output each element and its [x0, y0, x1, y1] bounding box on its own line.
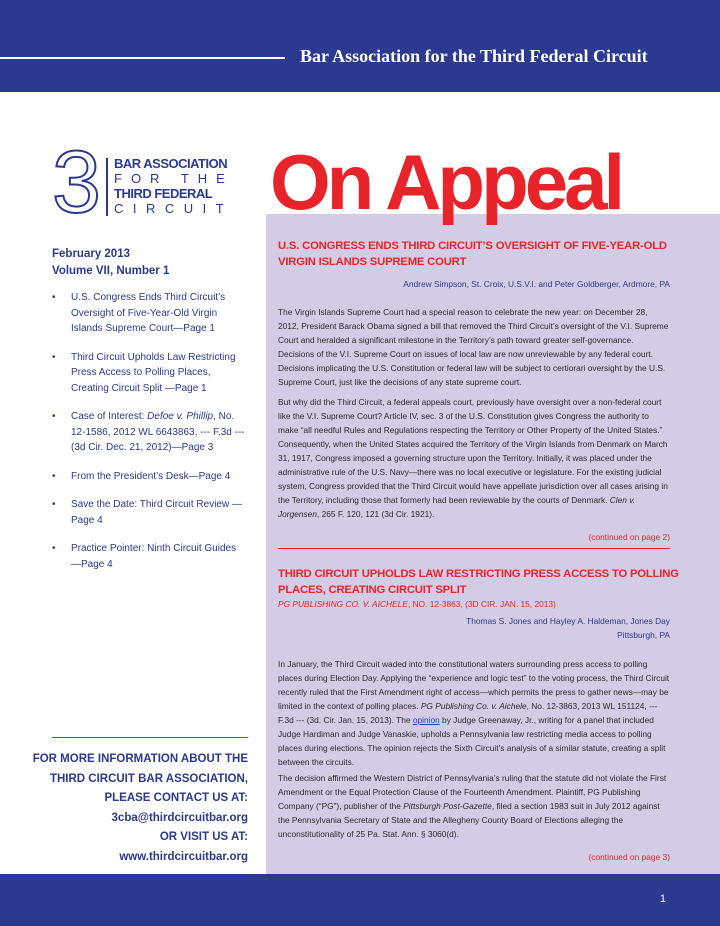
bullet-icon: •	[52, 351, 56, 363]
sidebar-rule	[52, 737, 248, 738]
contact-website-link[interactable]: www.thirdcircuitbar.org	[119, 850, 248, 863]
article-2-case-name: PG PUBLISHING CO. V. AICHELE	[278, 599, 408, 609]
article-2-paragraph-1	[278, 657, 670, 769]
bullet-icon: •	[52, 543, 56, 554]
article-divider	[278, 548, 670, 549]
article-1-paragraph-1: The Virgin Islands Supreme Court had a special reason to celebrate the new year: on December 28, 2012, President Barack Obama signed a bill that removed the Third Circuit’s oversight of the V.I. Supreme Court and heralded a significant milestone in the Territory’s path toward greater self-governance. Decisions of the V.I. Supreme Court on issues of local law are now unreviewable by any federal court. Decisions implicating the U.S. Constitution or federal law will be subject to certiorari oversight by the U.S. Supreme Court, just like the decisions of any state supreme court.	[278, 307, 669, 387]
toc-item-text: , No. 12-1586, 2012 WL 6643863, --- F.3d --- (3d Cir. Dec. 21, 2012)—Page 3	[71, 411, 245, 453]
masthead-title: On Appeal	[270, 138, 622, 226]
logo-line-3: THIRD FEDERAL	[114, 186, 213, 201]
toc-item-text: Practice Pointer: Ninth Circuit Guides —Page 4	[71, 543, 237, 570]
toc-item-text: Case of Interest:	[71, 411, 148, 422]
article-1-paragraph-2	[278, 395, 670, 521]
opinion-link[interactable]: opinion	[412, 715, 440, 725]
contact-info	[30, 750, 248, 867]
toc-item-text: U.S. Congress Ends Third Circuit’s Oversight of Five-Year-Old Virgin Islands Supreme Court—Page 1	[71, 292, 226, 334]
table-of-contents	[52, 290, 248, 585]
header-rule	[0, 57, 285, 59]
contact-email-link[interactable]: 3cba@thirdcircuitbar.org	[111, 811, 248, 824]
toc-item[interactable]	[52, 469, 248, 485]
toc-item[interactable]	[52, 497, 248, 528]
contact-line-5: OR VISIT US AT:	[159, 831, 248, 843]
article-2-p2-citation: Pittsburgh Post-Gazette	[403, 801, 492, 811]
article-2-case-citation: , NO. 12-3863, (3D CIR. JAN. 15, 2013)	[407, 599, 556, 609]
article-1-title: U.S. CONGRESS ENDS THIRD CIRCUIT’S OVERSIGHT OF FIVE-YEAR-OLD VIRGIN ISLANDS SUPREME COURT	[278, 240, 667, 268]
issue-date: February 2013	[52, 248, 130, 260]
article-1-continued-link[interactable]: (continued on page 2)	[588, 532, 670, 542]
article-2-p2-text-b: , filed a section 1983 suit in July 2012 against the Pennsylvania Secretary of State and the Allegheny County Board of Elections alleging the unconstitutionality of 25 Pa. Stat. Ann. § 3060(d).	[278, 801, 660, 839]
toc-item-text: Third Circuit Upholds Law Restricting Press Access to Polling Places, Creating Circuit Split —Page 1	[71, 351, 236, 394]
toc-item[interactable]	[52, 350, 248, 397]
logo-line-2: FOR THE	[114, 171, 234, 186]
article-2-p1-text-a: In January, the Third Circuit waded into the constitutional waters surrounding press access to polling places during Election Day. Applying the “experience and logic test” to the voting process, the Third Circuit recently ruled that the First Amendment right of access—which permits the press to gather news—may be limited in the context of polling places.	[278, 659, 670, 711]
article-2-paragraph-2	[278, 771, 670, 841]
issue-volume: Volume VII, Number 1	[52, 265, 170, 277]
toc-item[interactable]	[52, 409, 248, 456]
article-1-paragraph-2-text: But why did the Third Circuit, a federal appeals court, previously have oversight over a non-federal court like the V.I. Supreme Court? Article IV, sec. 3 of the U.S. Constitution gives Congress the authority to make “all needful Rules and Regulations respecting the Territory or Other Property of the United States.” Consequently, when the United States acquired the Territory of the Virgin Islands from Denmark on March 31, 1917, Congress imposed a governing structure upon the Territory. Initially, it was placed under the administrative rule of the U.S. Navy—there was no local executive or legislature. For the existing judicial system, Congress provided that the Third Circuit would have appellate jurisdiction over all cases arising in the Territory, including those that formerly had been reviewable by the courts of Denmark.	[278, 397, 668, 505]
contact-line-2: THIRD CIRCUIT BAR ASSOCIATION,	[49, 772, 248, 785]
page-number: 1	[659, 893, 666, 905]
article-2-p1-text-c: by Judge Greenaway, Jr., writing for a panel that included Judge Hardiman and Judge Vanaskie, upholds a Pennsylvania law restricting media access to polling places during elections. The opinion rejects the Sixth Circuit’s analysis of a similar statute, creating a split between the circuits.	[278, 715, 666, 767]
article-2-p1-citation: PG Publishing Co. v. Aichele	[420, 701, 527, 711]
toc-item[interactable]	[52, 541, 248, 572]
article-2-subhead	[278, 598, 556, 610]
article-2-continued-link[interactable]: (continued on page 3)	[588, 852, 670, 862]
bullet-icon: •	[52, 292, 56, 303]
article-2-p1-text-b: , No. 12-3863, 2013 WL 151124, --- F.3d --- (3d. Cir. Jan. 15, 2013). The	[278, 701, 658, 725]
logo-numeral: 3	[52, 132, 101, 231]
article-1-citation: Clen v. Jorgensen	[278, 495, 636, 519]
footer-bar	[0, 874, 720, 926]
header-bar	[0, 0, 720, 92]
article-2-title: THIRD CIRCUIT UPHOLDS LAW RESTRICTING PRESS ACCESS TO POLLING PLACES, CREATING CIRCUIT SPLIT	[278, 568, 679, 596]
toc-item-text: Save the Date: Third Circuit Review —Page 4	[71, 499, 242, 526]
logo-divider	[106, 158, 108, 216]
toc-item[interactable]	[52, 290, 248, 337]
issue-info	[52, 246, 169, 280]
header-title: Bar Association for the Third Federal Circuit	[300, 46, 648, 66]
toc-item-text: From the President’s Desk—Page 4	[71, 470, 231, 482]
bullet-icon: •	[52, 499, 56, 510]
article-2-byline	[278, 614, 670, 642]
contact-line-1: FOR MORE INFORMATION ABOUT THE	[32, 753, 248, 765]
toc-case-name: Defoe v. Phillip	[147, 411, 214, 422]
bullet-icon: •	[52, 411, 56, 422]
contact-line-3: PLEASE CONTACT US AT:	[104, 792, 248, 804]
article-2-byline-line-1: Thomas S. Jones and Hayley A. Haldeman, Jones Day	[466, 616, 670, 626]
logo-line-1: BAR ASSOCIATION	[114, 156, 228, 171]
article-1-byline: Andrew Simpson, St. Croix, U.S.V.I. and Peter Goldberger, Ardmore, PA	[403, 279, 670, 289]
bullet-icon: •	[52, 470, 56, 482]
article-2-p2-text-a: The decision affirmed the Western District of Pennsylvania’s ruling that the statute did not violate the First Amendment or the Equal Protection Clause of the Fourteenth Amendment. Plaintiff, PG Publishing Company (“PG”), publisher of the	[278, 773, 667, 811]
logo-line-4: CIRCUIT	[114, 201, 234, 216]
article-1-paragraph-2-end: , 265 F. 120, 121 (3d Cir. 1921).	[316, 509, 435, 519]
article-2-byline-line-2: Pittsburgh, PA	[617, 630, 670, 640]
